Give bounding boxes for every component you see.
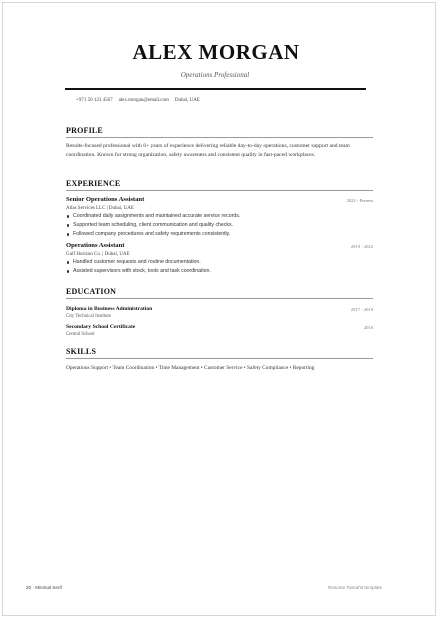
list-item: Assisted supervisors with stock, tools and task coordination. (66, 267, 211, 276)
list-item: Handled customer requests and routine documentation. (66, 258, 211, 267)
candidate-role: Operations Professional (180, 71, 250, 79)
education-dates: 2017 - 2019 (350, 307, 373, 312)
job-dates: 2019 - 2022 (350, 244, 373, 249)
list-item: Supported team scheduling, client communication and quality checks. (66, 221, 240, 230)
list-item: Coordinated daily assignments and maintained accurate service records. (66, 212, 240, 221)
profile-summary: Results-focused professional with 6+ years of experience delivering reliable day-to-day operations, customer support and team coordination. Known for strong organization, safety awareness and consistent quality in fast-paced workplaces. (66, 143, 350, 158)
job-bullets (66, 258, 211, 276)
section-divider (66, 190, 373, 191)
education-title: Diploma in Business Administration (66, 306, 153, 312)
section-title-profile: PROFILE (66, 126, 103, 135)
list-item: Followed company procedures and safety requirements consistently. (66, 230, 240, 239)
skills-list: Operations Support • Team Coordination • Time Management • Customer Service • Safety Compliance • Reporting (66, 365, 315, 371)
section-title-education: EDUCATION (66, 287, 117, 296)
job-company: Gulf Horizon Co. | Dubai, UAE (66, 252, 130, 257)
section-title-experience: EXPERIENCE (66, 179, 121, 188)
section-divider (66, 137, 373, 138)
section-divider (66, 358, 373, 359)
candidate-name: ALEX MORGAN (132, 40, 300, 64)
education-dates: 2016 (363, 325, 373, 330)
contact-line (76, 98, 206, 103)
job-dates: 2022 - Present (346, 198, 373, 203)
footer-template-name: 20 · Minimal Serif (26, 585, 62, 590)
contact-email: alex.morgan@email.com (118, 98, 169, 103)
contact-phone: +971 50 123 4567 (76, 98, 113, 103)
footer-template-credit: Resume Tossuhit template (327, 585, 382, 590)
job-company: Atlas Services LLC | Dubai, UAE (66, 206, 134, 211)
job-bullets (66, 212, 240, 239)
section-title-skills: SKILLS (66, 347, 97, 356)
job-title: Senior Operations Assistant (66, 196, 145, 203)
education-school: City Technical Institute (66, 314, 111, 319)
education-school: Central School (66, 332, 95, 337)
education-title: Secondary School Certificate (66, 324, 136, 330)
job-title: Operations Assistant (66, 242, 125, 249)
section-divider (66, 298, 373, 299)
contact-location: Dubai, UAE (174, 98, 200, 103)
header-divider (65, 88, 366, 90)
